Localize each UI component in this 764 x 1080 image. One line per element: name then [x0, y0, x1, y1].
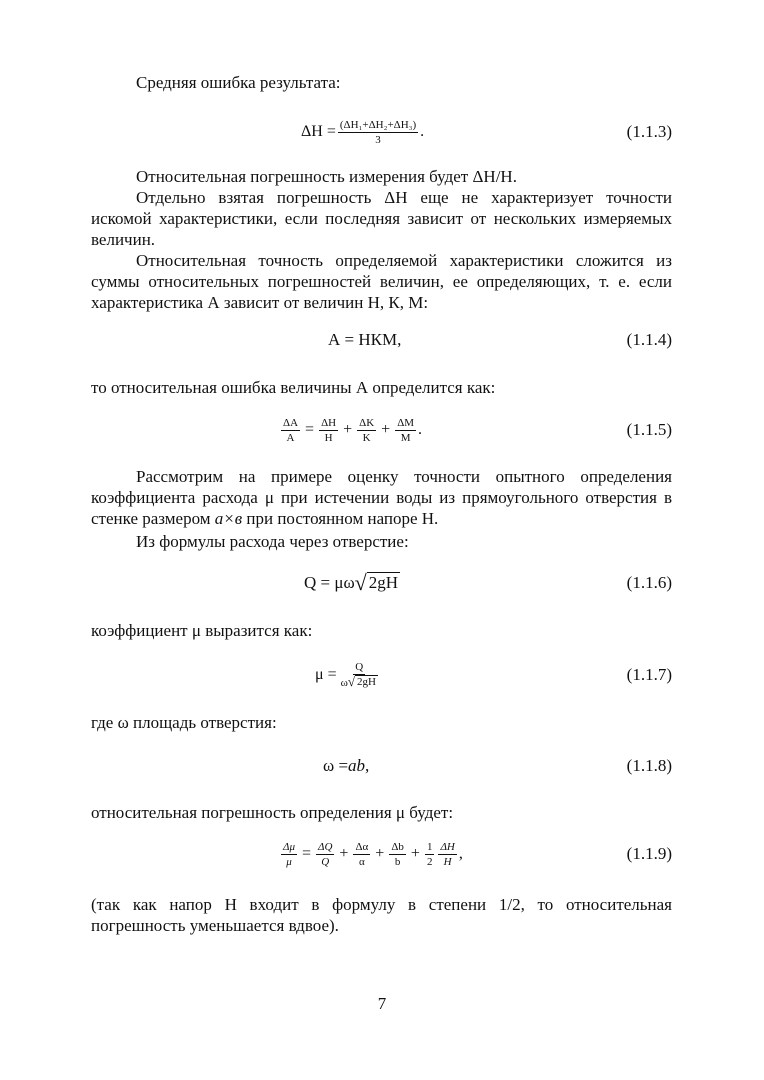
equation-number: (1.1.9): [626, 844, 672, 863]
paragraph-note: (так как напор Н входит в формулу в степени 1/2, то относительная погрешность уменьшается вдвое).: [91, 895, 672, 935]
paragraph-relative-error: Относительная погрешность измерения будет ΔН/Н.: [136, 167, 517, 186]
paragraph-mean-error: Средняя ошибка результата:: [136, 73, 341, 92]
paragraph-relative-error-a: то относительная ошибка величины А определится как:: [91, 378, 496, 397]
paragraph-relative-accuracy: Относительная точность определяемой характеристики сложится из суммы относительных погрешностей величин, ее определяющих, т. е. если характеристика А зависит от величин Н, К, М:: [91, 251, 672, 312]
equation-1-1-9: [91, 834, 672, 874]
paragraph-example: Рассмотрим на примере оценку точности опытного определения коэффициента расхода μ при истечении воды из прямоугольного отверстия в стенке размером а×в при постоянном напоре Н.: [91, 467, 672, 528]
page-number: 7: [377, 994, 387, 1013]
formula: ω = ab ,: [323, 756, 370, 775]
paragraph-separate-error: Отдельно взятая погрешность ΔН еще не характеризует точности искомой характеристики, если последняя зависит от нескольких измеряемых величин.: [91, 188, 672, 249]
fraction: $\frac{\text{(ΔH₁+ΔH₂+ΔH₃)}}{3}$: [339, 118, 417, 146]
equation-1-1-8: [91, 746, 672, 786]
equation-1-1-3: [91, 112, 672, 152]
fraction: Q ω √ 2gH: [340, 661, 376, 689]
formula: μ = Q ω √ 2gH: [315, 655, 382, 695]
square-root: √ 2gH: [354, 570, 399, 595]
paragraph-relative-error-mu: относительная погрешность определения μ будет:: [91, 803, 454, 822]
equation-1-1-5: [91, 410, 672, 450]
formula: ΔH = $\frac{\text{(ΔH₁+ΔH₂+ΔH₃)}}{3}$ .: [301, 118, 425, 146]
equation-1-1-6: [91, 563, 672, 603]
formula: Q = μω √ 2gH: [304, 570, 399, 595]
equation-number: (1.1.6): [626, 573, 672, 592]
equation-number: (1.1.4): [626, 330, 672, 349]
paragraph-area: где ω площадь отверстия:: [91, 713, 277, 732]
equation-number: (1.1.3): [626, 122, 672, 141]
formula: $\frac{\Delta\mu}{\mu}$ = $\frac{\Delta Q}{Q}$ + $\frac{\Delta\alpha}{\alpha}$ + $\frac{\Delta b}{b}$ + $\frac{1}{2}$ $\frac{\Delta H}{H}$ ,: [283, 840, 463, 868]
paragraph-coefficient: коэффициент μ выразится как:: [91, 621, 313, 640]
equation-1-1-7: [91, 655, 672, 695]
paragraph-flow-formula: Из формулы расхода через отверстие:: [136, 532, 409, 551]
equation-number: (1.1.7): [626, 665, 672, 684]
equation-number: (1.1.8): [626, 756, 672, 775]
equation-number: (1.1.5): [626, 420, 672, 439]
formula: А = НКМ,: [328, 330, 402, 349]
equation-1-1-4: [91, 320, 672, 360]
formula: $\frac{\Delta A}{A}$ = $\frac{\Delta H}{H}$ + $\frac{\Delta K}{K}$ + $\frac{\Delta M}{M}$ .: [283, 416, 423, 444]
